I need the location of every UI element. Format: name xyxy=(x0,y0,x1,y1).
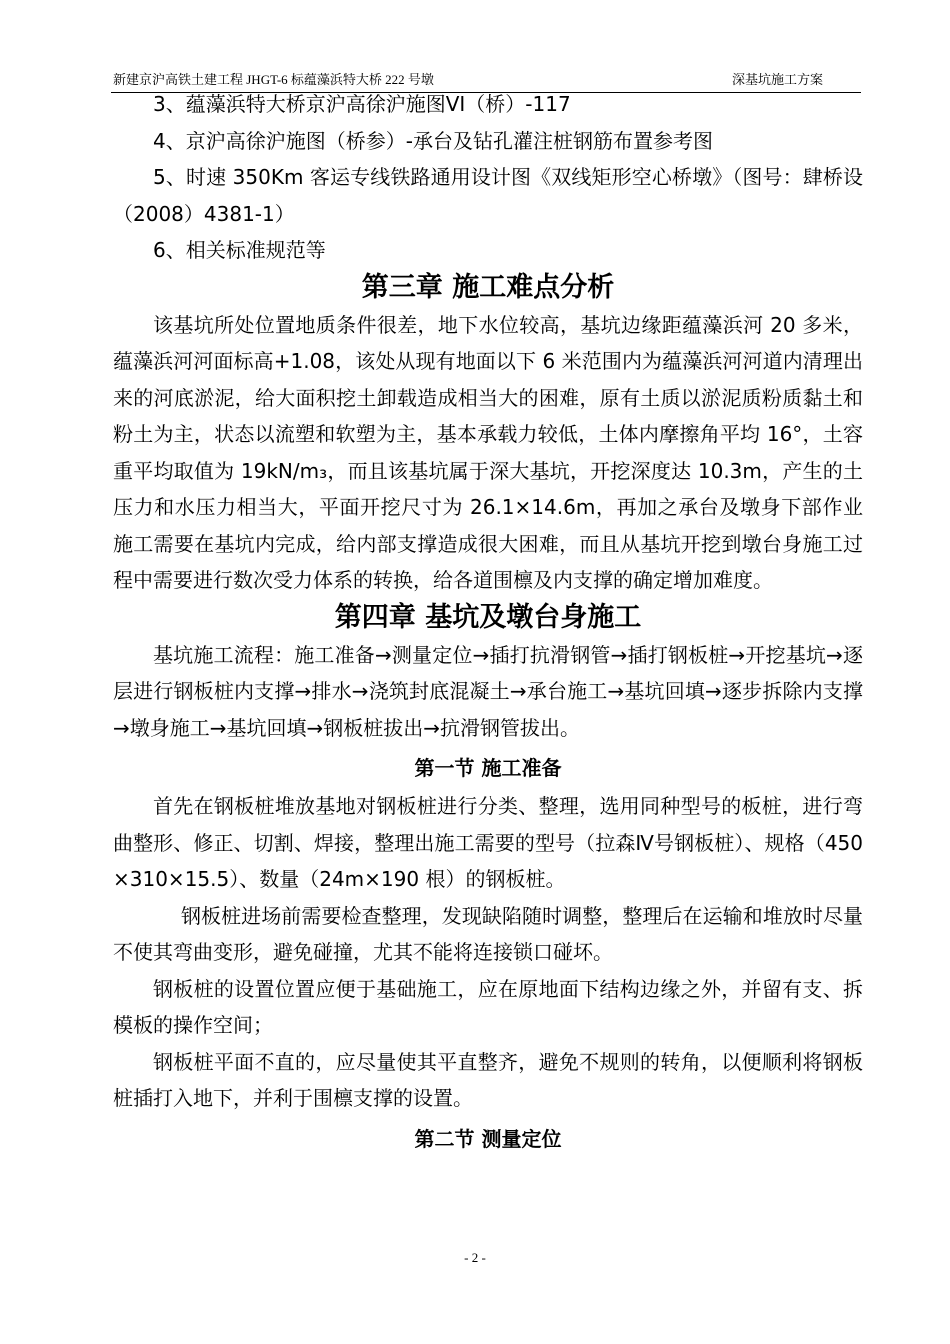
document-body xyxy=(113,86,863,1159)
reference-item-3: 3、蕴藻浜特大桥京沪高徐沪施图VI（桥）-117 xyxy=(153,92,571,116)
reference-item-6: 6、相关标准规范等 xyxy=(153,238,326,262)
section-1-paragraph-3: 钢板桩的设置位置应便于基础施工，应在原地面下结构边缘之外，并留有支、拆模板的操作空间； xyxy=(113,976,863,1037)
section-1-paragraph-2: 钢板桩进场前需要检查整理，发现缺陷随时调整，整理后在运输和堆放时尽量不使其弯曲变形，避免碰撞，尤其不能将连接锁口碰坏。 xyxy=(113,903,863,964)
section-2-title: 第二节 测量定位 xyxy=(414,1126,562,1151)
reference-item-5: 5、时速 350Km 客运专线铁路通用设计图《双线矩形空心桥墩》（图号：肆桥设（2008）4381-1） xyxy=(113,165,863,226)
chapter-4-title: 第四章 基坑及墩台身施工 xyxy=(334,601,642,633)
page-number: - 2 - xyxy=(464,1250,486,1265)
chapter-3-title: 第三章 施工难点分析 xyxy=(361,271,615,303)
reference-item-4: 4、京沪高徐沪施图（桥参）-承台及钻孔灌注桩钢筋布置参考图 xyxy=(153,128,713,153)
header-document-title: 深基坑施工方案 xyxy=(731,72,823,87)
header-project-title: 新建京沪高铁土建工程 JHGT-6 标蕴藻浜特大桥 222 号墩 xyxy=(113,72,434,87)
section-1-paragraph-4: 钢板桩平面不直的，应尽量使其平直整齐，避免不规则的转角，以便顺利将钢板桩插打入地下，并利于围檩支撑的设置。 xyxy=(113,1049,863,1110)
chapter-3-paragraph: 该基坑所处位置地质条件很差，地下水位较高，基坑边缘距蕴藻浜河 20 多米，蕴藻浜河河面标高+1.08，该处从现有地面以下 6 米范围内为蕴藻浜河河道内清理出来的河底淤泥，给大面积挖土卸载造成相当大的困难，原有土质以淤泥质粉质黏土和粉土为主，状态以流塑和软塑为主，基本承载力较低，土体内摩擦角平均 16°，土容重平均取值为 19kN/m₃，而且该基坑属于深大基坑，开挖深度达 10.3m，产生的土压力和水压力相当大，平面开挖尺寸为 26.1×14.6m，再加之承台及墩身下部作业施工需要在基坑内完成，给内部支撑造成很大困难，而且从基坑开挖到墩台身施工过程中需要进行数次受力体系的转换，给各道围檩及内支撑的确定增加难度。 xyxy=(113,312,863,592)
section-1-title: 第一节 施工准备 xyxy=(414,756,562,780)
construction-flow-paragraph: 基坑施工流程：施工准备→测量定位→插打抗滑钢管→插打钢板桩→开挖基坑→逐层进行钢板桩内支撑→排水→浇筑封底混凝土→承台施工→基坑回填→逐步拆除内支撑→墩身施工→基坑回填→钢板桩拔出→抗滑钢管拔出。 xyxy=(113,642,863,740)
section-1-paragraph-1: 首先在钢板桩堆放基地对钢板桩进行分类、整理，选用同种型号的板桩，进行弯曲整形、修正、切割、焊接，整理出施工需要的型号（拉森Ⅳ号钢板桩）、规格（450×310×15.5）、数量（24m×190 根）的钢板桩。 xyxy=(113,794,863,891)
